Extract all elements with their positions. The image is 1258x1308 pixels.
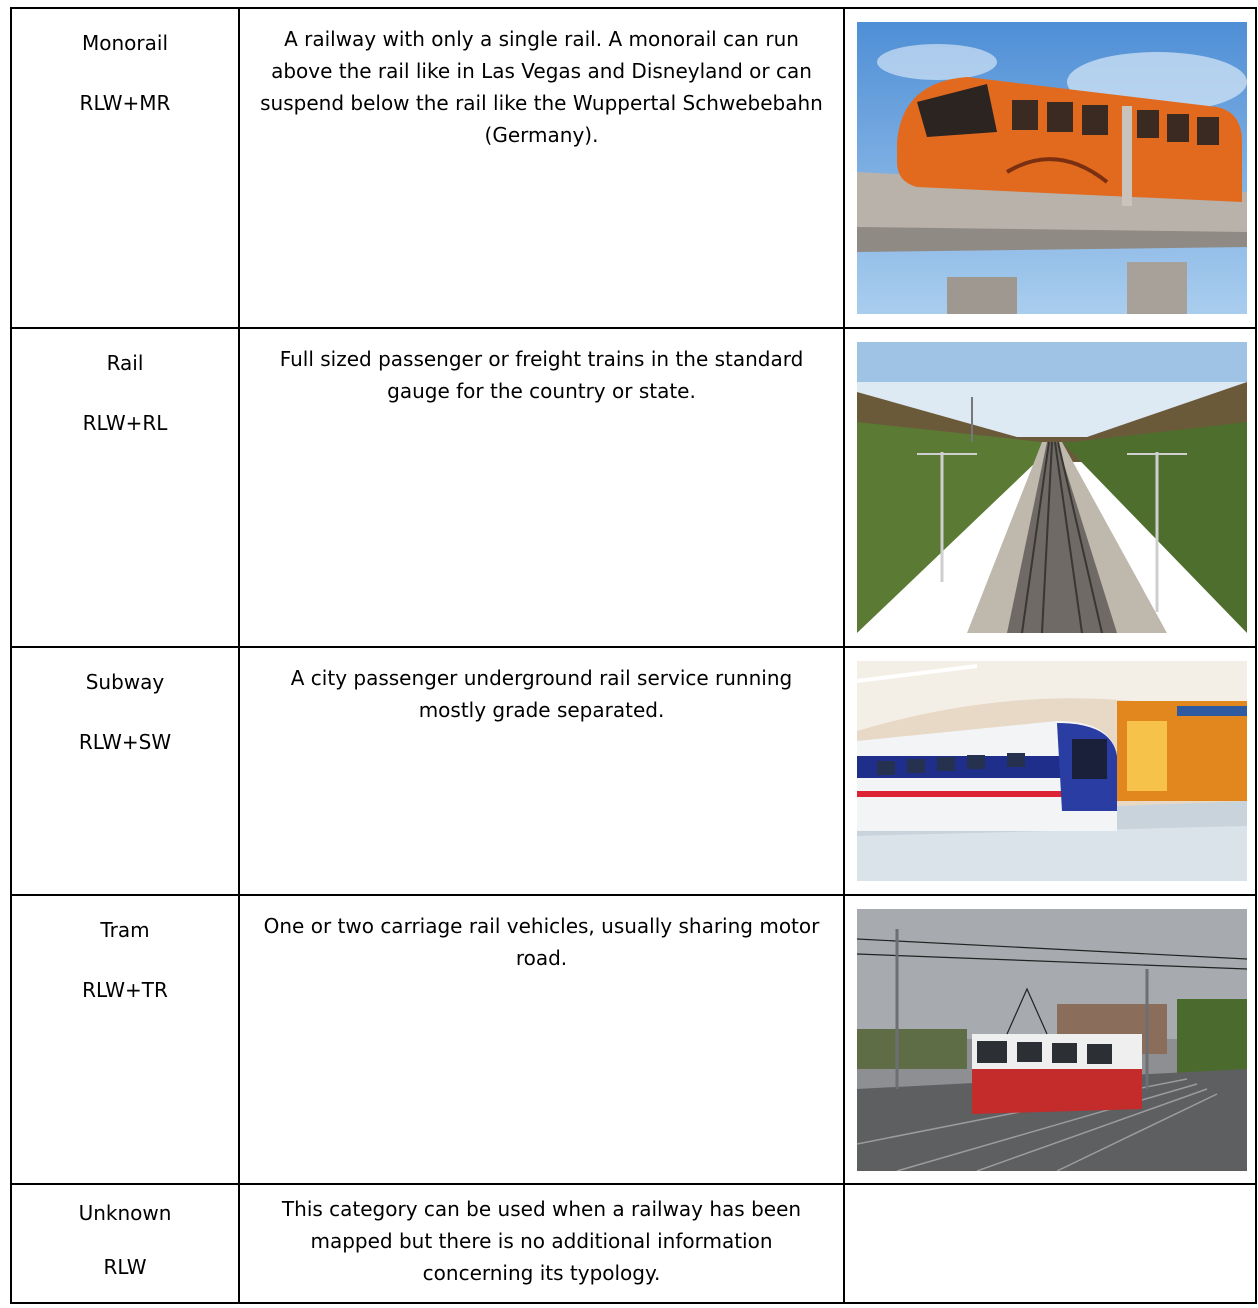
category-cell	[11, 328, 239, 647]
table-row	[11, 328, 1256, 647]
table-row	[11, 8, 1256, 328]
category-cell	[11, 8, 239, 328]
railway-types-table	[10, 7, 1257, 1304]
subway-photo	[857, 661, 1247, 881]
monorail-photo	[857, 22, 1247, 314]
description-cell: A city passenger underground rail service running mostly grade separated.	[239, 647, 844, 895]
image-cell	[844, 647, 1256, 895]
category-code: RLW+RL	[82, 411, 168, 435]
table-row	[11, 647, 1256, 895]
table-row	[11, 895, 1256, 1184]
category-name: Monorail	[82, 31, 168, 55]
category-name: Tram	[100, 918, 150, 942]
image-cell	[844, 328, 1256, 647]
description-cell: One or two carriage rail vehicles, usually sharing motor road.	[239, 895, 844, 1184]
category-code: RLW+MR	[79, 91, 171, 115]
description-cell: This category can be used when a railway has been mapped but there is no additional information concerning its typology.	[239, 1184, 844, 1303]
category-cell	[11, 895, 239, 1184]
description-cell: A railway with only a single rail. A monorail can run above the rail like in Las Vegas and Disneyland or can suspend below the rail like the Wuppertal Schwebebahn (Germany).	[239, 8, 844, 328]
image-cell	[844, 895, 1256, 1184]
image-cell	[844, 1184, 1256, 1303]
category-cell	[11, 1184, 239, 1303]
category-code: RLW	[103, 1255, 147, 1279]
category-name: Unknown	[78, 1201, 172, 1225]
table-row	[11, 1184, 1256, 1303]
category-cell	[11, 647, 239, 895]
category-code: RLW+TR	[82, 978, 168, 1002]
description-cell: Full sized passenger or freight trains in the standard gauge for the country or state.	[239, 328, 844, 647]
category-name: Rail	[106, 351, 144, 375]
tram-photo	[857, 909, 1247, 1171]
image-cell	[844, 8, 1256, 328]
rail-photo	[857, 342, 1247, 633]
category-code: RLW+SW	[78, 730, 172, 754]
category-name: Subway	[85, 670, 165, 694]
